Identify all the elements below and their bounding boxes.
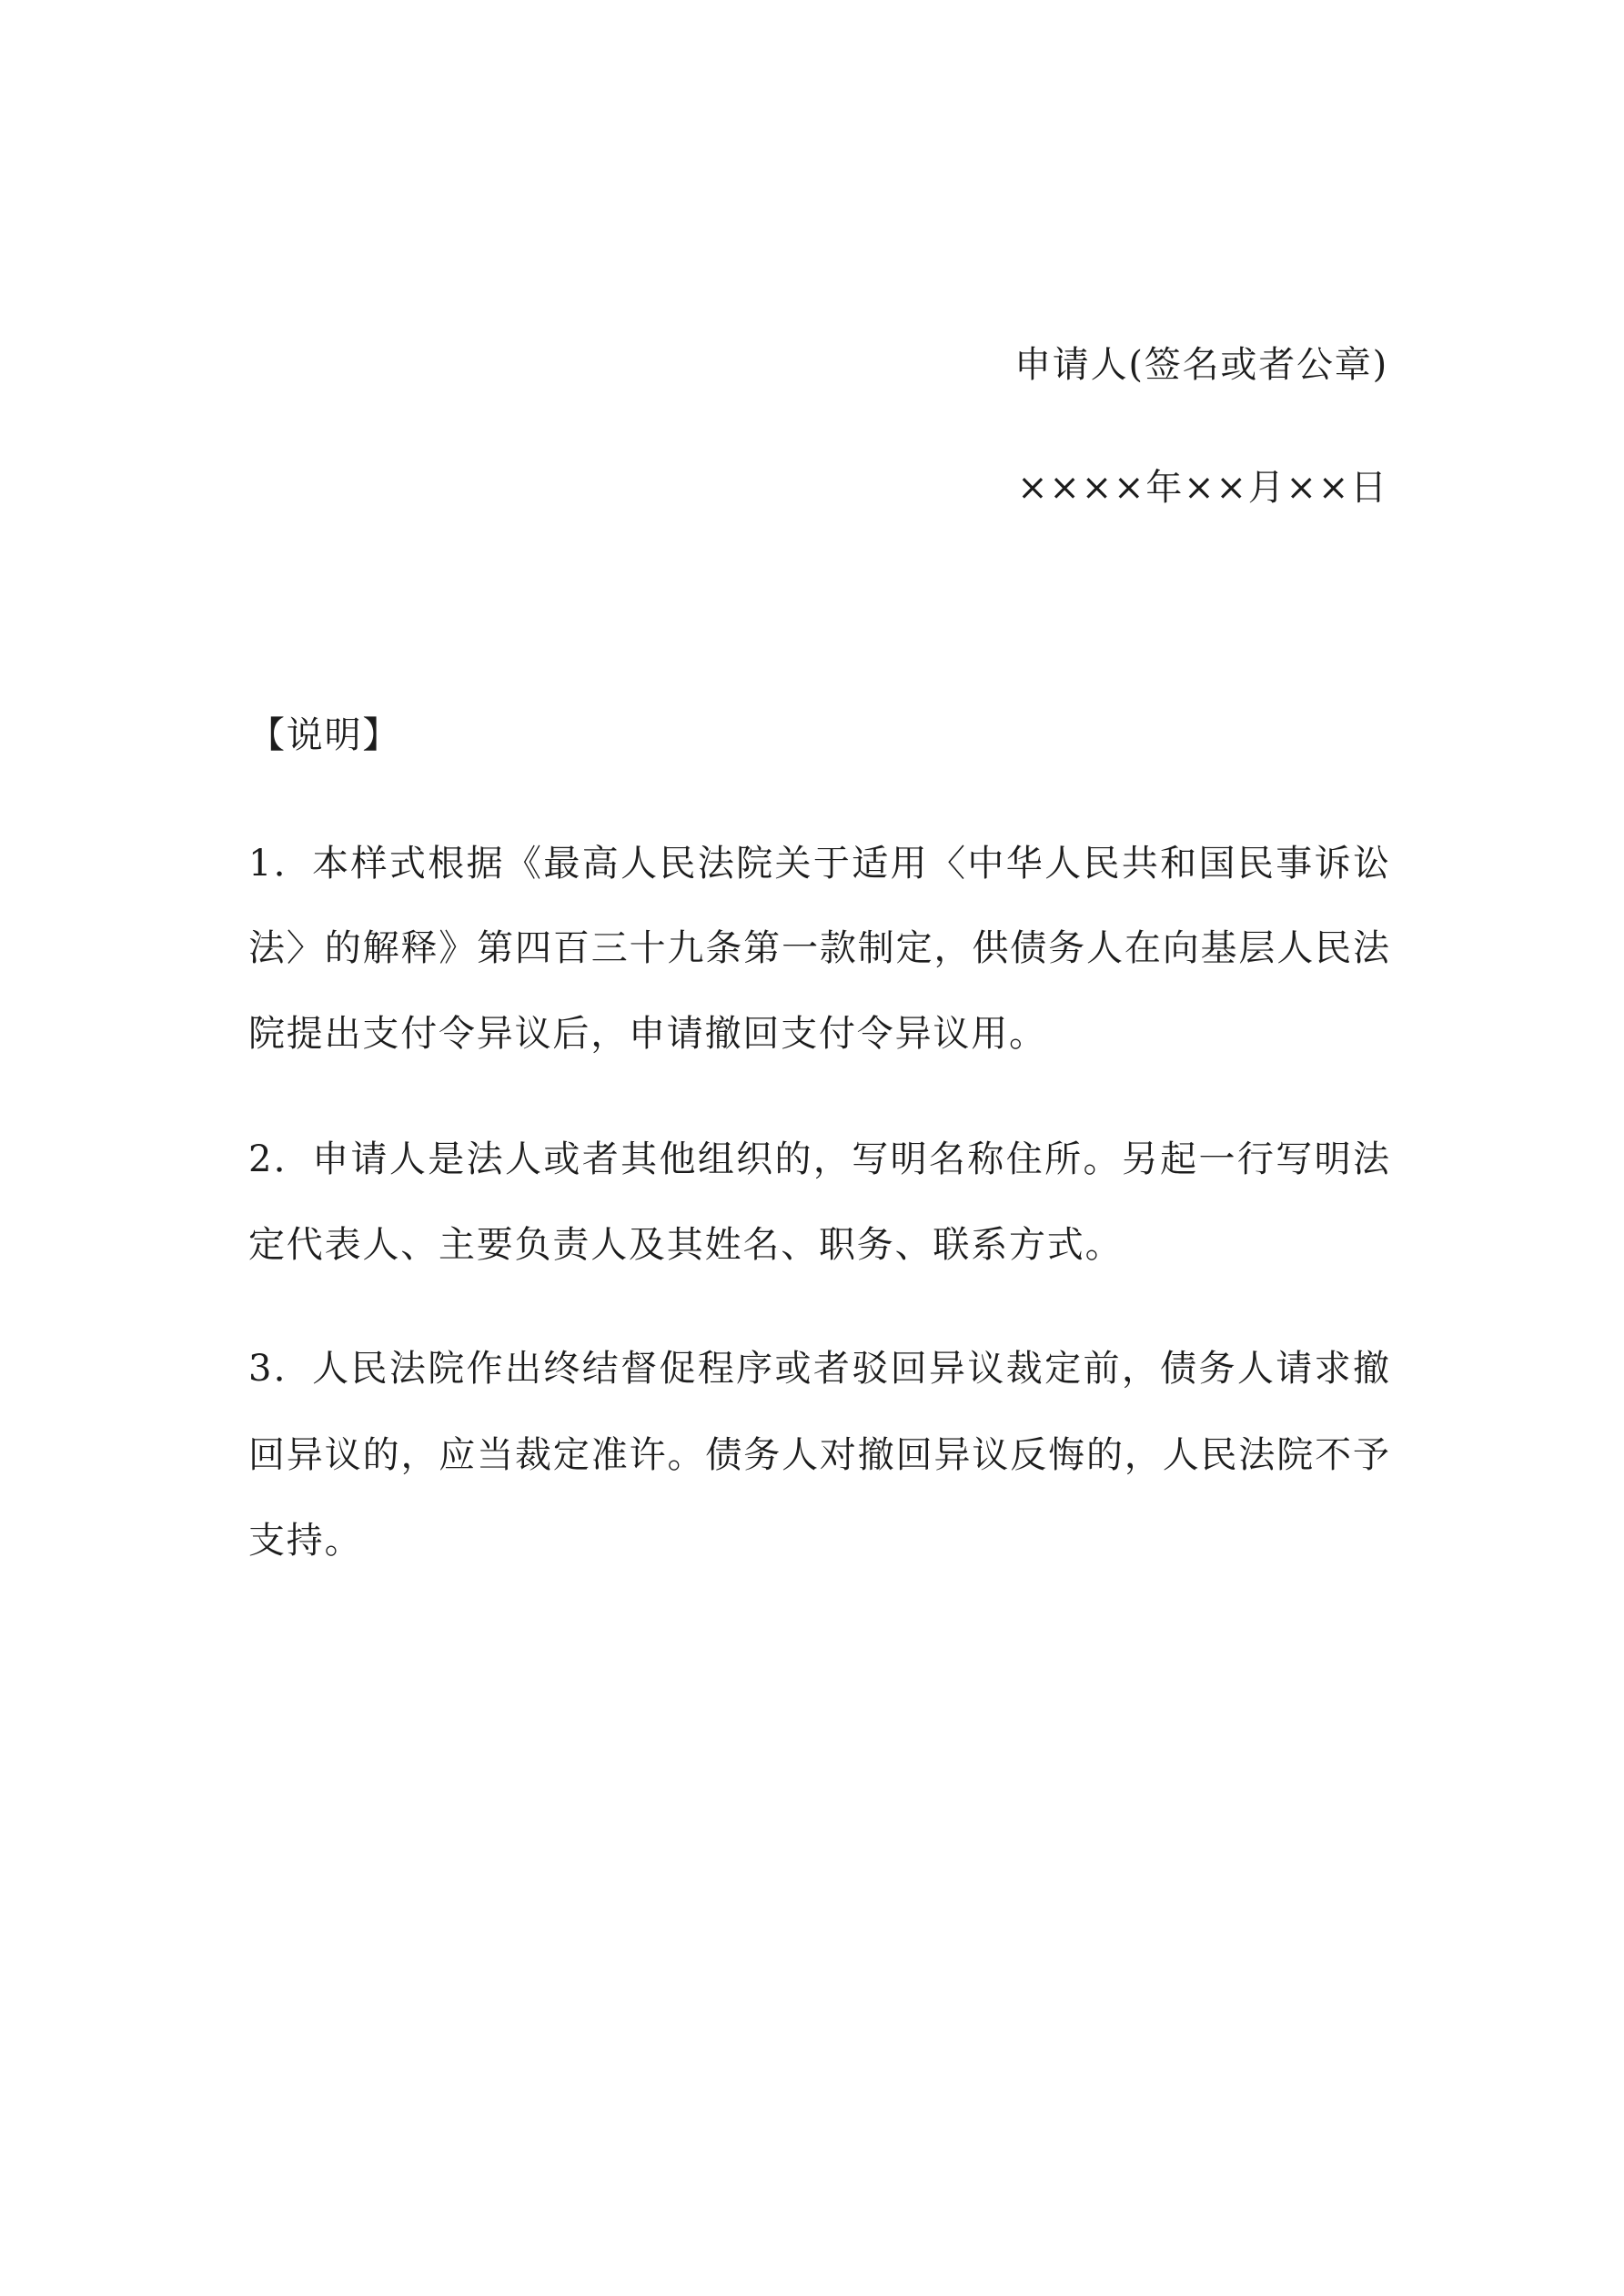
note-line: 3．人民法院作出终结督促程序或者驳回异议裁定前，债务人请求撤 [248, 1348, 1389, 1390]
note-line: 1．本样式根据《最高人民法院关于适用〈中华人民共和国民事诉讼 [248, 843, 1389, 885]
date-line: ××××年××月××日 [1017, 467, 1388, 509]
note-line: 法〉的解释》第四百三十九条第一款制定，供债务人在向基层人民法 [248, 927, 1389, 969]
note-line: 定代表人、主要负责人及其姓名、职务、联系方式。 [248, 1224, 1124, 1266]
note-line: 院提出支付令异议后，申请撤回支付令异议用。 [248, 1013, 1047, 1055]
notes-heading: 【说明】 [248, 714, 401, 756]
note-line: 2．申请人是法人或者其他组织的，写明名称住所。另起一行写明法 [248, 1138, 1389, 1180]
signature-line: 申请人(签名或者公章) [1014, 344, 1388, 386]
note-line: 回异议的，应当裁定准许。债务人对撤回异议反悔的，人民法院不予 [248, 1434, 1389, 1476]
note-line: 支持。 [248, 1520, 363, 1562]
